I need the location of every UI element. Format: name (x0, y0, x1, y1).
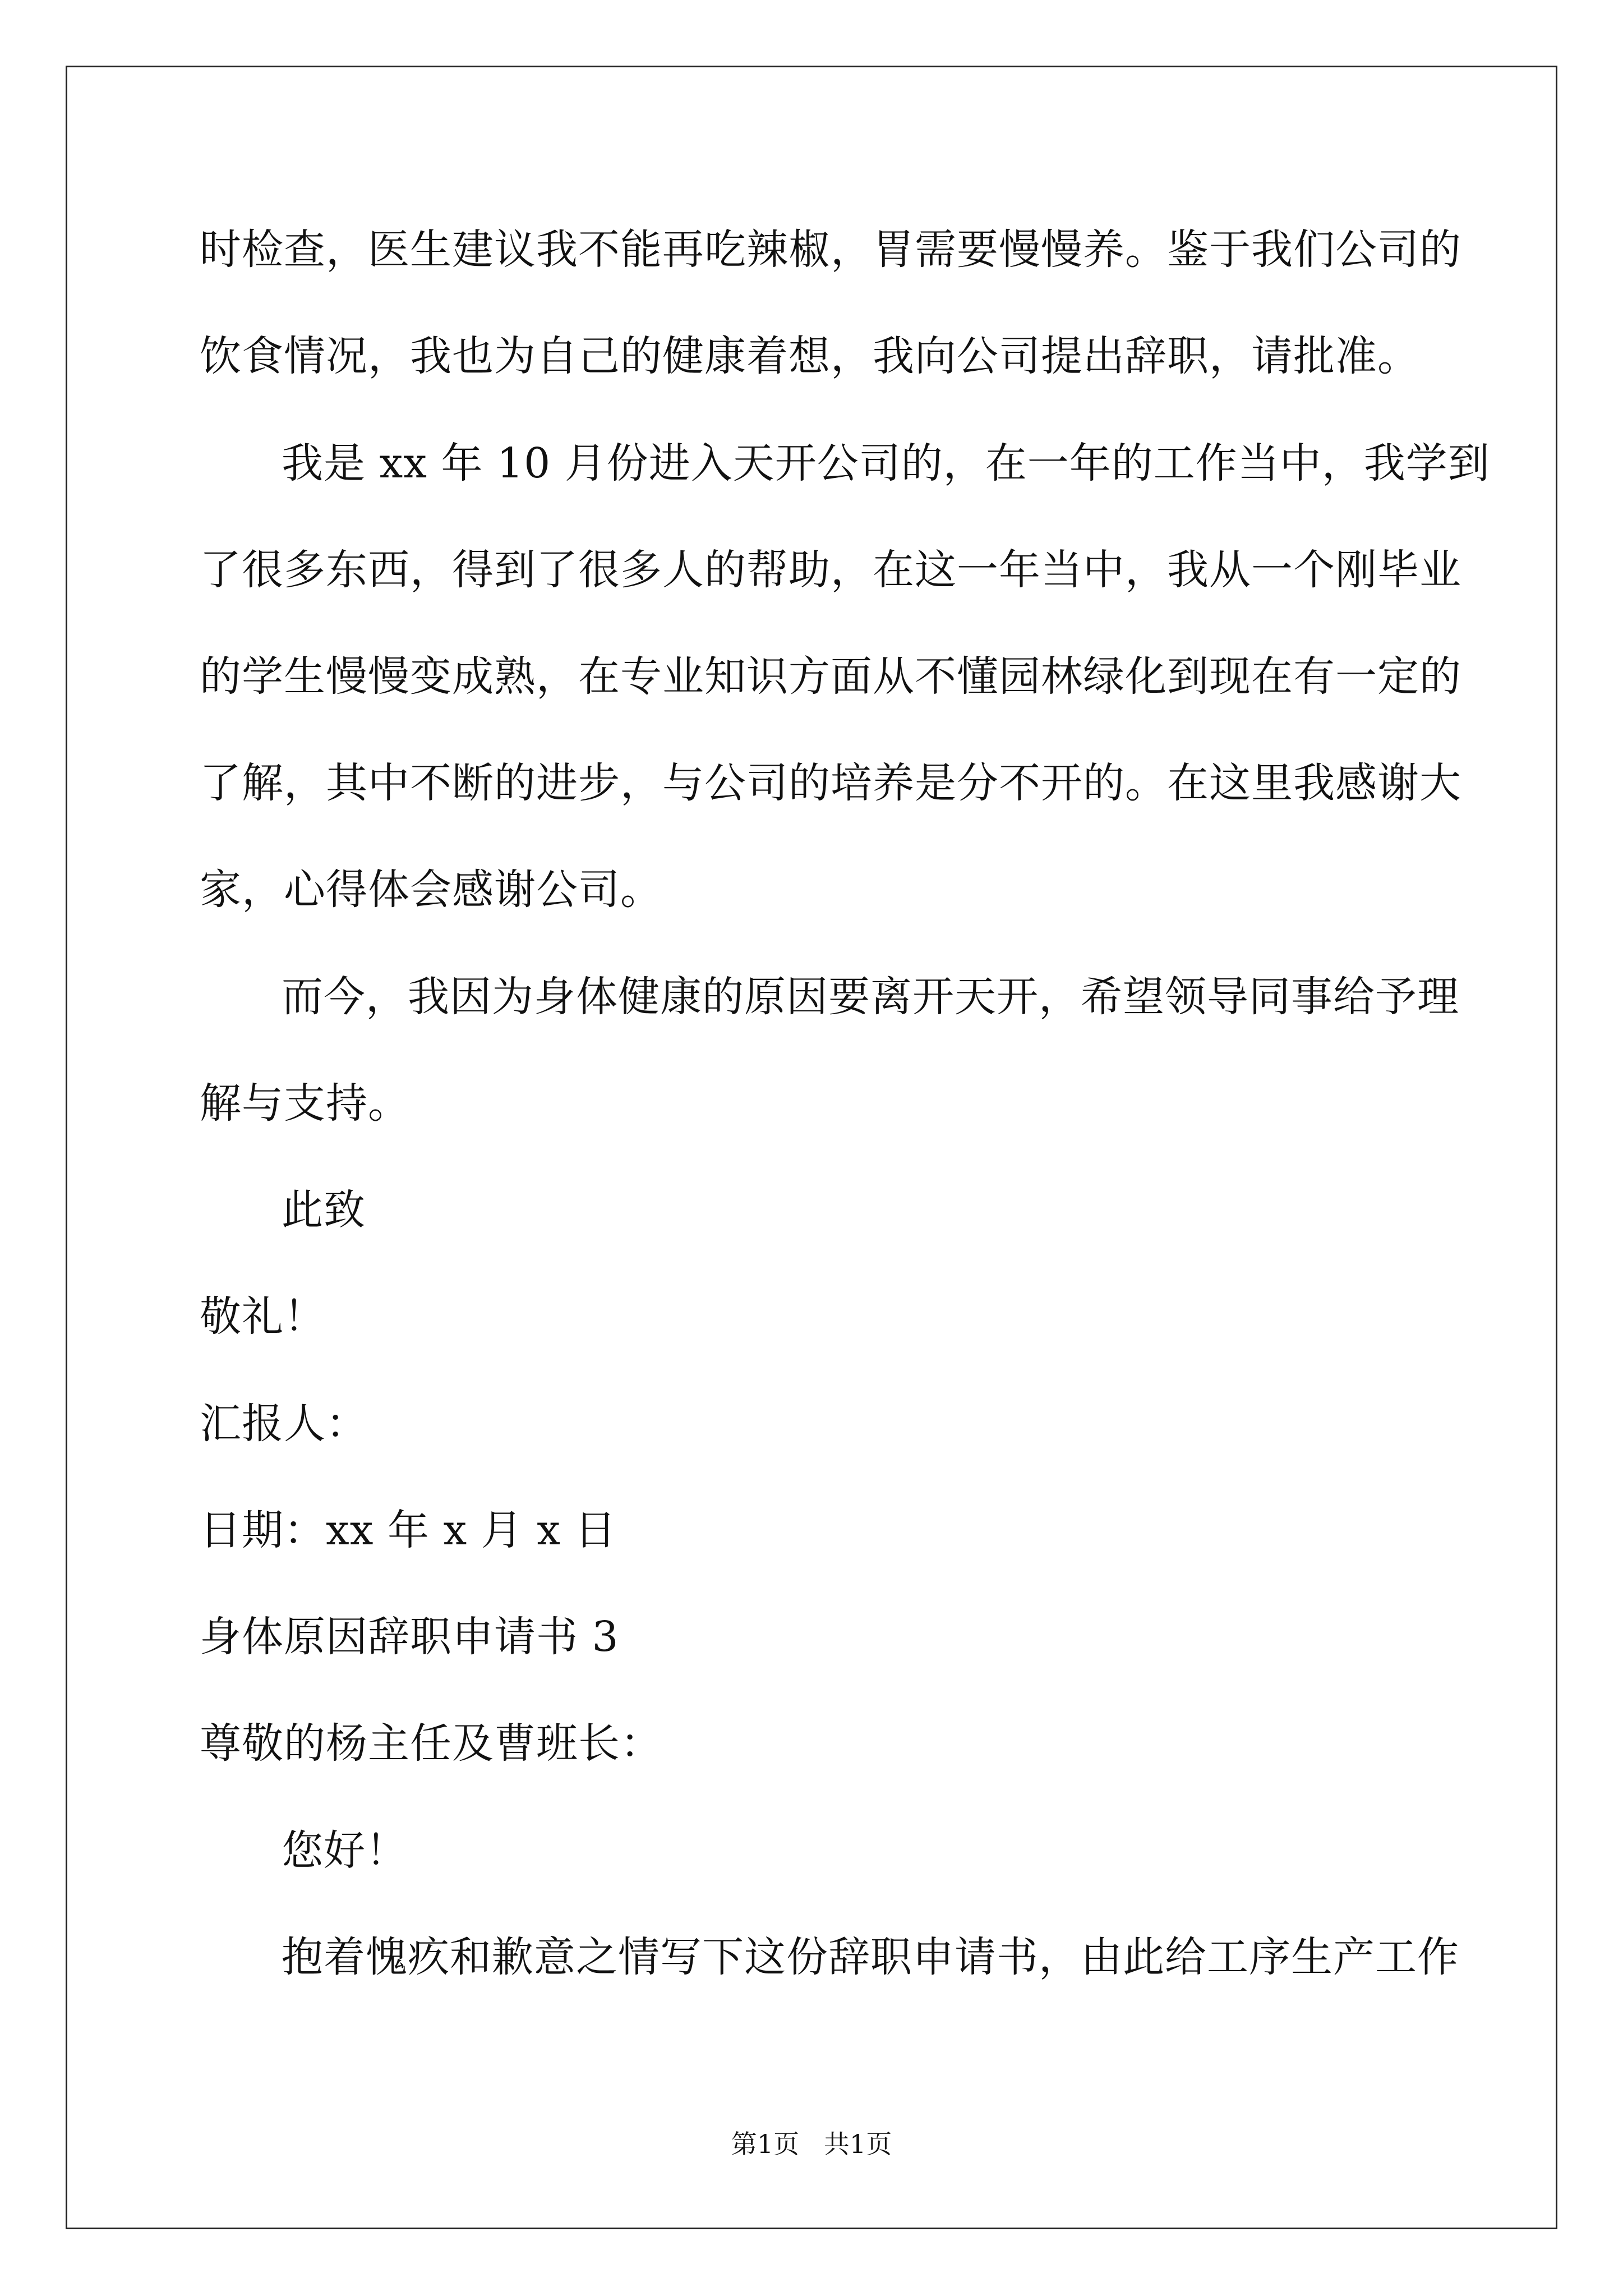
text-line: 而今，我因为身体健康的原因要离开天开，希望领导同事给予理 (282, 973, 1459, 1021)
text-line: 此致 (282, 1186, 366, 1234)
page-footer: 第1页 共1页 (731, 2129, 892, 2159)
text-line: 家，心得体会感谢公司。 (200, 866, 662, 914)
text-line: 时检查，医生建议我不能再吃辣椒，胃需要慢慢养。鉴于我们公司的 (200, 226, 1461, 274)
text-line: 尊敬的杨主任及曹班长： (200, 1719, 662, 1768)
text-line: 的学生慢慢变成熟，在专业知识方面从不懂园林绿化到现在有一定的 (200, 652, 1461, 701)
text-line: 饮食情况，我也为自己的健康着想，我向公司提出辞职，请批准。 (200, 332, 1419, 380)
text-line: 了解，其中不断的进步，与公司的培养是分不开的。在这里我感谢大 (200, 759, 1461, 807)
text-line: 抱着愧疚和歉意之情写下这份辞职申请书，由此给工序生产工作 (282, 1933, 1459, 1981)
text-line: 敬礼！ (200, 1292, 326, 1341)
section-title: 身体原因辞职申请书 3 (200, 1613, 619, 1661)
text-line: 解与支持。 (200, 1079, 410, 1128)
text-line: 您好！ (282, 1826, 408, 1875)
page-border (66, 66, 1557, 2229)
text-line: 我是 xx 年 10 月份进入天开公司的，在一年的工作当中，我学到 (282, 439, 1490, 487)
text-line: 汇报人： (200, 1400, 368, 1448)
text-line: 日期：xx 年 x 月 x 日 (200, 1506, 617, 1554)
text-line: 了很多东西，得到了很多人的帮助，在这一年当中，我从一个刚毕业 (200, 546, 1461, 594)
